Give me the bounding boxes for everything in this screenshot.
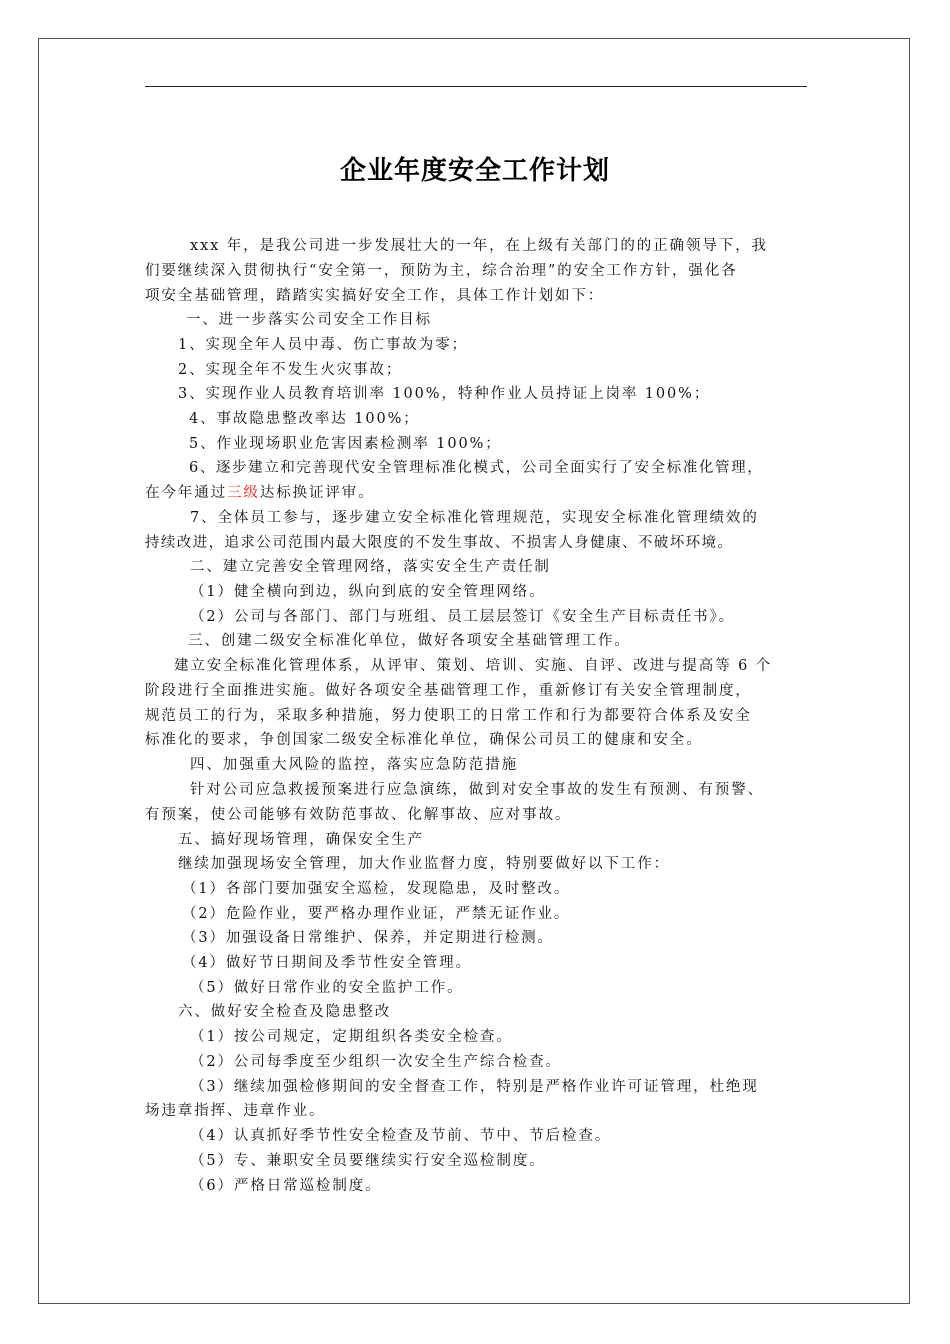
paragraph-line: 继续加强现场安全管理，加大作业监督力度，特别要做好以下工作：: [178, 856, 670, 872]
paragraph-line: 持续改进，追求公司范围内最大限度的不发生事故、不损害人身健康、不破坏环境。: [145, 535, 734, 551]
section-heading: 五、搞好现场管理，确保安全生产: [178, 832, 424, 848]
header-rule: [145, 86, 807, 87]
list-item: 7、全体员工参与，逐步建立安全标准化管理规范，实现安全标准化管理绩效的: [190, 510, 759, 526]
list-item: （3）加强设备日常维护、保养，并定期进行检测。: [182, 930, 554, 946]
paragraph-line: 针对公司应急救援预案进行应急演练，做到对安全事故的发生有预测、有预警、: [190, 782, 764, 798]
section-heading: 六、做好安全检查及隐患整改: [178, 1004, 392, 1020]
paragraph-line: 规范员工的行为，采取多种措施，努力使职工的日常工作和行为都要符合体系及安全: [145, 708, 752, 724]
paragraph-line: 阶段进行全面推进实施。做好各项安全基础管理工作，重新修订有关安全管理制度，: [145, 683, 752, 699]
paragraph-line: 标准化的要求，争创国家二级安全标准化单位，确保公司员工的健康和安全。: [145, 732, 703, 748]
paragraph-line: 有预案，使公司能够有效防范事故、化解事故、应对事故。: [145, 807, 572, 823]
list-item-continuation: [145, 483, 375, 503]
section-heading: 一、进一步落实公司安全工作目标: [186, 312, 432, 328]
list-item: （5）专、兼职安全员要继续实行安全巡检制度。: [190, 1153, 546, 1169]
list-item: 2、实现全年不发生火灾事故；: [178, 362, 403, 378]
list-item: （1）健全横向到边，纵向到底的安全管理网络。: [190, 584, 546, 600]
document-title: 企业年度安全工作计划: [339, 156, 610, 186]
list-item: 4、事故隐患整改率达 100%；: [189, 411, 420, 427]
list-item: （4）认真抓好季节性安全检查及节前、节中、节后检查。: [190, 1128, 612, 1144]
paragraph-line: 建立安全标准化管理体系，从评审、策划、培训、实施、自评、改进与提高等 6 个: [174, 658, 773, 674]
list-item: （3）继续加强检修期间的安全督查工作，特别是严格作业许可证管理，杜绝现: [190, 1079, 759, 1095]
list-item: （6）严格日常巡检制度。: [190, 1178, 382, 1194]
section-heading: 二、建立完善安全管理网络，落实安全生产责任制: [190, 559, 551, 575]
paragraph-line: xxx 年，是我公司进一步发展壮大的一年，在上级有关部门的的正确领导下，我: [190, 238, 768, 254]
text-after-highlight: 达标换证评审。: [259, 485, 375, 501]
paragraph-line: 们要继续深入贯彻执行“安全第一，预防为主，综合治理”的安全工作方针，强化各: [145, 263, 738, 279]
text-before-highlight: 在今年通过: [145, 485, 227, 501]
list-item-continuation: 场违章指挥、违章作业。: [145, 1103, 326, 1119]
paragraph-line: 项安全基础管理，踏踏实实搞好安全工作，具体工作计划如下：: [145, 288, 605, 304]
list-item: （2）公司每季度至少组织一次安全生产综合检查。: [190, 1054, 562, 1070]
section-heading: 三、创建二级安全标准化单位，做好各项安全基础管理工作。: [188, 633, 631, 649]
list-item: （2）公司与各部门、部门与班组、员工层层签订《安全生产目标责任书》。: [190, 609, 736, 625]
list-item: 1、实现全年人员中毒、伤亡事故为零；: [178, 337, 468, 353]
list-item: 6、逐步建立和完善现代安全管理标准化模式，公司全面实行了安全标准化管理，: [189, 460, 764, 476]
list-item: （5）做好日常作业的安全监护工作。: [190, 980, 464, 996]
section-heading: 四、加强重大风险的监控，落实应急防范措施: [190, 757, 518, 773]
list-item: 5、作业现场职业危害因素检测率 100%；: [189, 436, 502, 452]
list-item: （4）做好节日期间及季节性安全管理。: [182, 955, 472, 971]
list-item: （2）危险作业，要严格办理作业证，严禁无证作业。: [182, 906, 571, 922]
highlighted-text: 三级: [227, 485, 260, 501]
list-item: （1）各部门要加强安全巡检，发现隐患，及时整改。: [182, 881, 571, 897]
list-item: 3、实现作业人员教育培训率 100%，特种作业人员持证上岗率 100%；: [178, 386, 711, 402]
list-item: （1）按公司规定，定期组织各类安全检查。: [190, 1029, 513, 1045]
